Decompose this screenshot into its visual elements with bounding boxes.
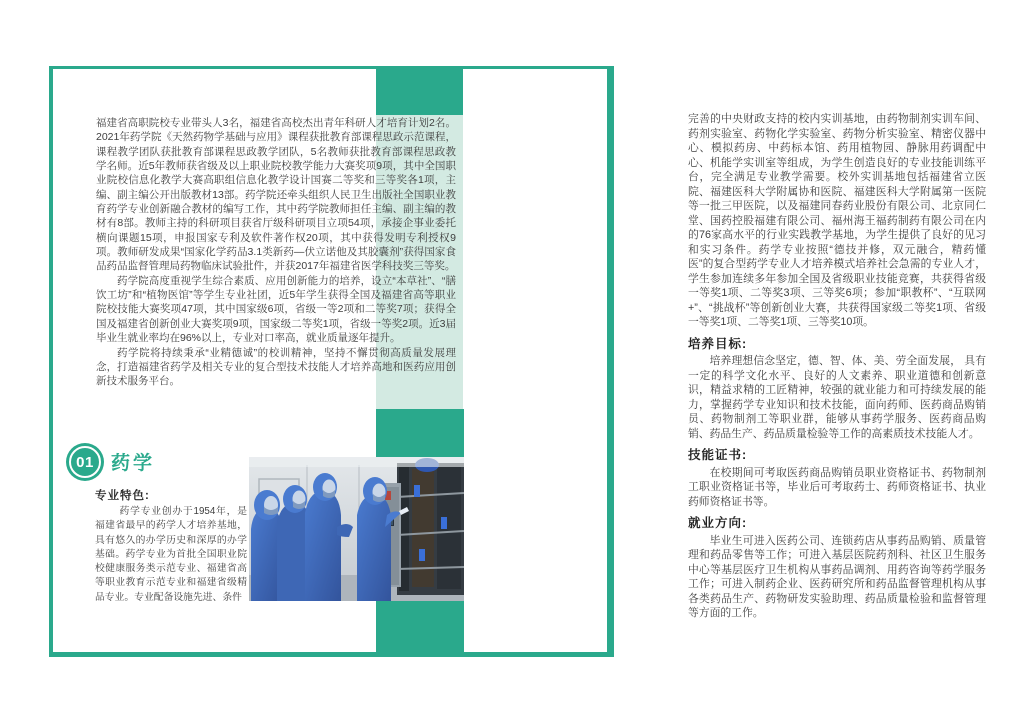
program-number-badge <box>66 443 104 481</box>
deco-teal-block-top <box>376 69 463 115</box>
section-body-employment: 毕业生可进入医药公司、连锁药店从事药品购销、质量管理和药品零售等工作；可进入基层医院药剂科、社区卫生服务中心等基层医疗卫生机构从事药品调剂、用药咨询等药学服务工作；可进入制药企业、医药研究所和药品监督管理机构从事各类药品生产、药物研发实验助理、药品质量检验和监督管理等方面的工作。 <box>688 534 986 619</box>
feature-paragraph: 药学专业创办于1954年，是福建省最早的药学人才培养基地，具有悠久的办学历史和深厚的办学基础。药学专业为首批全国职业院校健康服务类示范专业、福建省高等职业教育示范专业和福建省级精品专业。专业配备设施先进、条件 <box>95 506 247 603</box>
left-paragraph-3: 药学院将持续秉承“业精德诚”的校训精神，坚持不懈贯彻高质量发展理念，打造福建省药学及相关专业的复合型技术技能人才培养高地和医药应用创新技术服务平台。 <box>96 346 456 388</box>
left-page-text-column <box>96 116 456 389</box>
section-heading-certificates: 技能证书: <box>688 448 748 462</box>
deco-teal-block-bottom <box>376 601 464 652</box>
left-page-frame-right <box>607 66 614 657</box>
left-paragraph-1: 福建省高职院校专业带头人3名，福建省高校杰出青年科研人才培育计划2名。2021年药学院《天然药物学基础与应用》课程获批教育部课程思政示范课程，课程教学团队获批教育部课程思政教学团队，5名教师获批教育部课程思政教学名师。近5年教师获省级及以上职业院校教学能力大赛奖项9项，其中全国职业院校信息化教学大赛高职组信息化教学设计国赛二等奖和三等奖各1项，主编、副主编公开出版教材13部。药学院还牵头组织人民卫生出版社全国职业教育药学专业创新融合教材的编写工作，其中药学院教师担任主编、副主编的教材有8部。教师主持的科研项目获省厅级科研项目立项54项，承接企事业委托横向课题15项，申报国家专利及软件著作权20项，其中获得发明专利授权9项。教师研发成果“国家化学药品3.1类新药—伏立诺他及其胶囊剂”获得国家食品药品监督管理局药物临床试验批件，并获2017年福建省医学科技奖三等奖。 <box>96 117 456 273</box>
right-page-text-column <box>688 112 986 621</box>
program-title: 药学 <box>111 453 156 474</box>
section-heading-employment: 就业方向: <box>688 516 748 530</box>
section-body-certificates: 在校期间可考取医药商品购销员职业资格证书、药物制剂工职业资格证书等，毕业后可考取药士、药师资格证书、执业药师资格证书等。 <box>688 466 986 508</box>
left-paragraph-2: 药学院高度重视学生综合素质、应用创新能力的培养，设立“本草社”、“膳饮工坊”和“植物医馆”等学生专业社团，近5年学生获得全国及福建省高等职业院校技能大赛奖项47项，其中国家级6项，省级一等2项和二等奖7项；获得全国及福建省创新创业大赛奖项9项，国家级二等奖1项，省级一等奖2项。近3届毕业生就业率均在96%以上，专业对口率高，就业质量逐年提升。 <box>96 274 456 345</box>
feature-heading: 专业特色: <box>95 490 150 502</box>
photo-cleanroom-svg <box>249 457 464 601</box>
left-page-frame-left <box>49 66 53 657</box>
left-page-frame-bottom <box>49 652 614 657</box>
deco-teal-block-middle <box>376 409 464 457</box>
section-heading-training-goal: 培养目标: <box>688 336 748 351</box>
badge-number: 01 <box>76 453 94 471</box>
photo-cleanroom <box>249 457 464 601</box>
left-page-frame-top <box>49 66 614 69</box>
right-intro-paragraph: 完善的中央财政支持的校内实训基地，由药物制剂实训车间、药剂实验室、药物化学实验室、药物分析实验室、精密仪器中心、模拟药房、中药标本馆、药用植物园、静脉用药调配中心、机能学实训室等组成，为学生创造良好的专业技能训练平台，完全满足专业教学需要。校外实训基地包括福建省立医院、福建医科大学附属协和医院、福建医科大学附属第一医院等一批三甲医院，以及福建同春药业股份有限公司、北京同仁堂、国药控股福建有限公司、福州海王福药制药有限公司在内的76家高水平的行业实践教学基地，为学生提供了良好的见习和实习条件。药学专业按照“德技并修，双元融合，精药懂医”的复合型药学专业人才培养模式培养社会急需的专业人才，学生参加连续多年参加全国及省级职业技能竞赛，共获得省级一等奖1项、二等奖3项、三等奖6项；参加“职教杯”、“互联网+”、“挑战杯”等创新创业大赛，共获得国家级二等奖1项、省级一等奖1项、二等奖1项、三等奖10项。 <box>688 113 986 328</box>
section-body-training-goal: 培养理想信念坚定，德、智、体、美、劳全面发展， 具有一定的科学文化水平、良好的人文素养、职业道德和创新意识，精益求精的工匠精神，较强的就业能力和可持续发展的能力，掌握药学专业知识和技术技能，面向药师、医药商品购销员、药物制剂工等职业群，能够从事药学服务、医药商品购销、药品生产、药品质量检验等工作的高素质技术技能人才。 <box>688 355 986 440</box>
